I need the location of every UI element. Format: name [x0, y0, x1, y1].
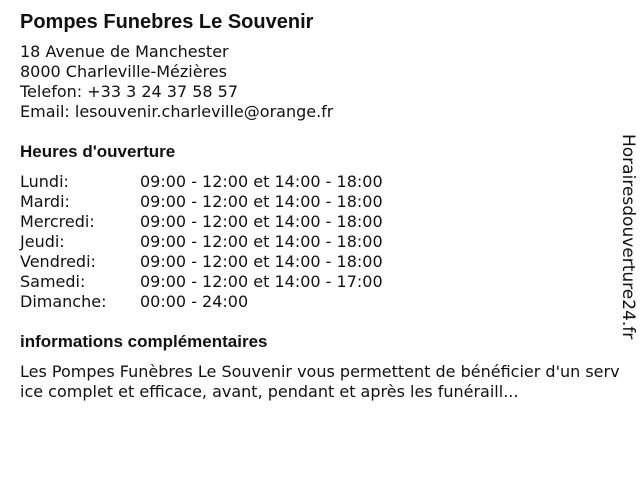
hours-row-saturday	[20, 272, 620, 292]
address-city: 8000 Charleville-Mézières	[20, 62, 227, 81]
day-label: Samedi:	[20, 272, 86, 291]
business-card	[20, 10, 620, 402]
day-label: Vendredi:	[20, 252, 96, 271]
business-name: Pompes Funebres Le Souvenir	[20, 11, 314, 33]
hours-heading: Heures d'ouverture	[20, 142, 176, 161]
hours-row-wednesday	[20, 212, 620, 232]
time-range: 09:00 - 12:00 et 14:00 - 17:00	[140, 272, 383, 291]
hours-row-sunday	[20, 292, 620, 312]
site-watermark: Horairesdouverture24.fr	[618, 134, 638, 340]
day-label: Mercredi:	[20, 212, 95, 231]
hours-row-thursday	[20, 232, 620, 252]
phone-number[interactable]: Telefon: +33 3 24 37 58 57	[20, 82, 239, 101]
day-label: Jeudi:	[20, 232, 65, 251]
time-range: 09:00 - 12:00 et 14:00 - 18:00	[140, 192, 383, 211]
day-label: Dimanche:	[20, 292, 107, 311]
day-label: Lundi:	[20, 172, 69, 191]
time-range: 09:00 - 12:00 et 14:00 - 18:00	[140, 212, 383, 231]
hours-row-friday	[20, 252, 620, 272]
hours-table	[20, 172, 620, 312]
email-address[interactable]: Email: lesouvenir.charleville@orange.fr	[20, 102, 334, 121]
info-description: Les Pompes Funèbres Le Souvenir vous permettent de bénéficier d'un service complet et efficace, avant, pendant et après les funéraill...	[20, 362, 620, 401]
day-label: Mardi:	[20, 192, 70, 211]
time-range: 09:00 - 12:00 et 14:00 - 18:00	[140, 252, 383, 271]
time-range: 09:00 - 12:00 et 14:00 - 18:00	[140, 232, 383, 251]
hours-row-monday	[20, 172, 620, 192]
info-heading: informations complémentaires	[20, 332, 268, 351]
hours-row-tuesday	[20, 192, 620, 212]
time-range: 09:00 - 12:00 et 14:00 - 18:00	[140, 172, 383, 191]
time-range: 00:00 - 24:00	[140, 292, 249, 311]
address-street: 18 Avenue de Manchester	[20, 42, 229, 61]
